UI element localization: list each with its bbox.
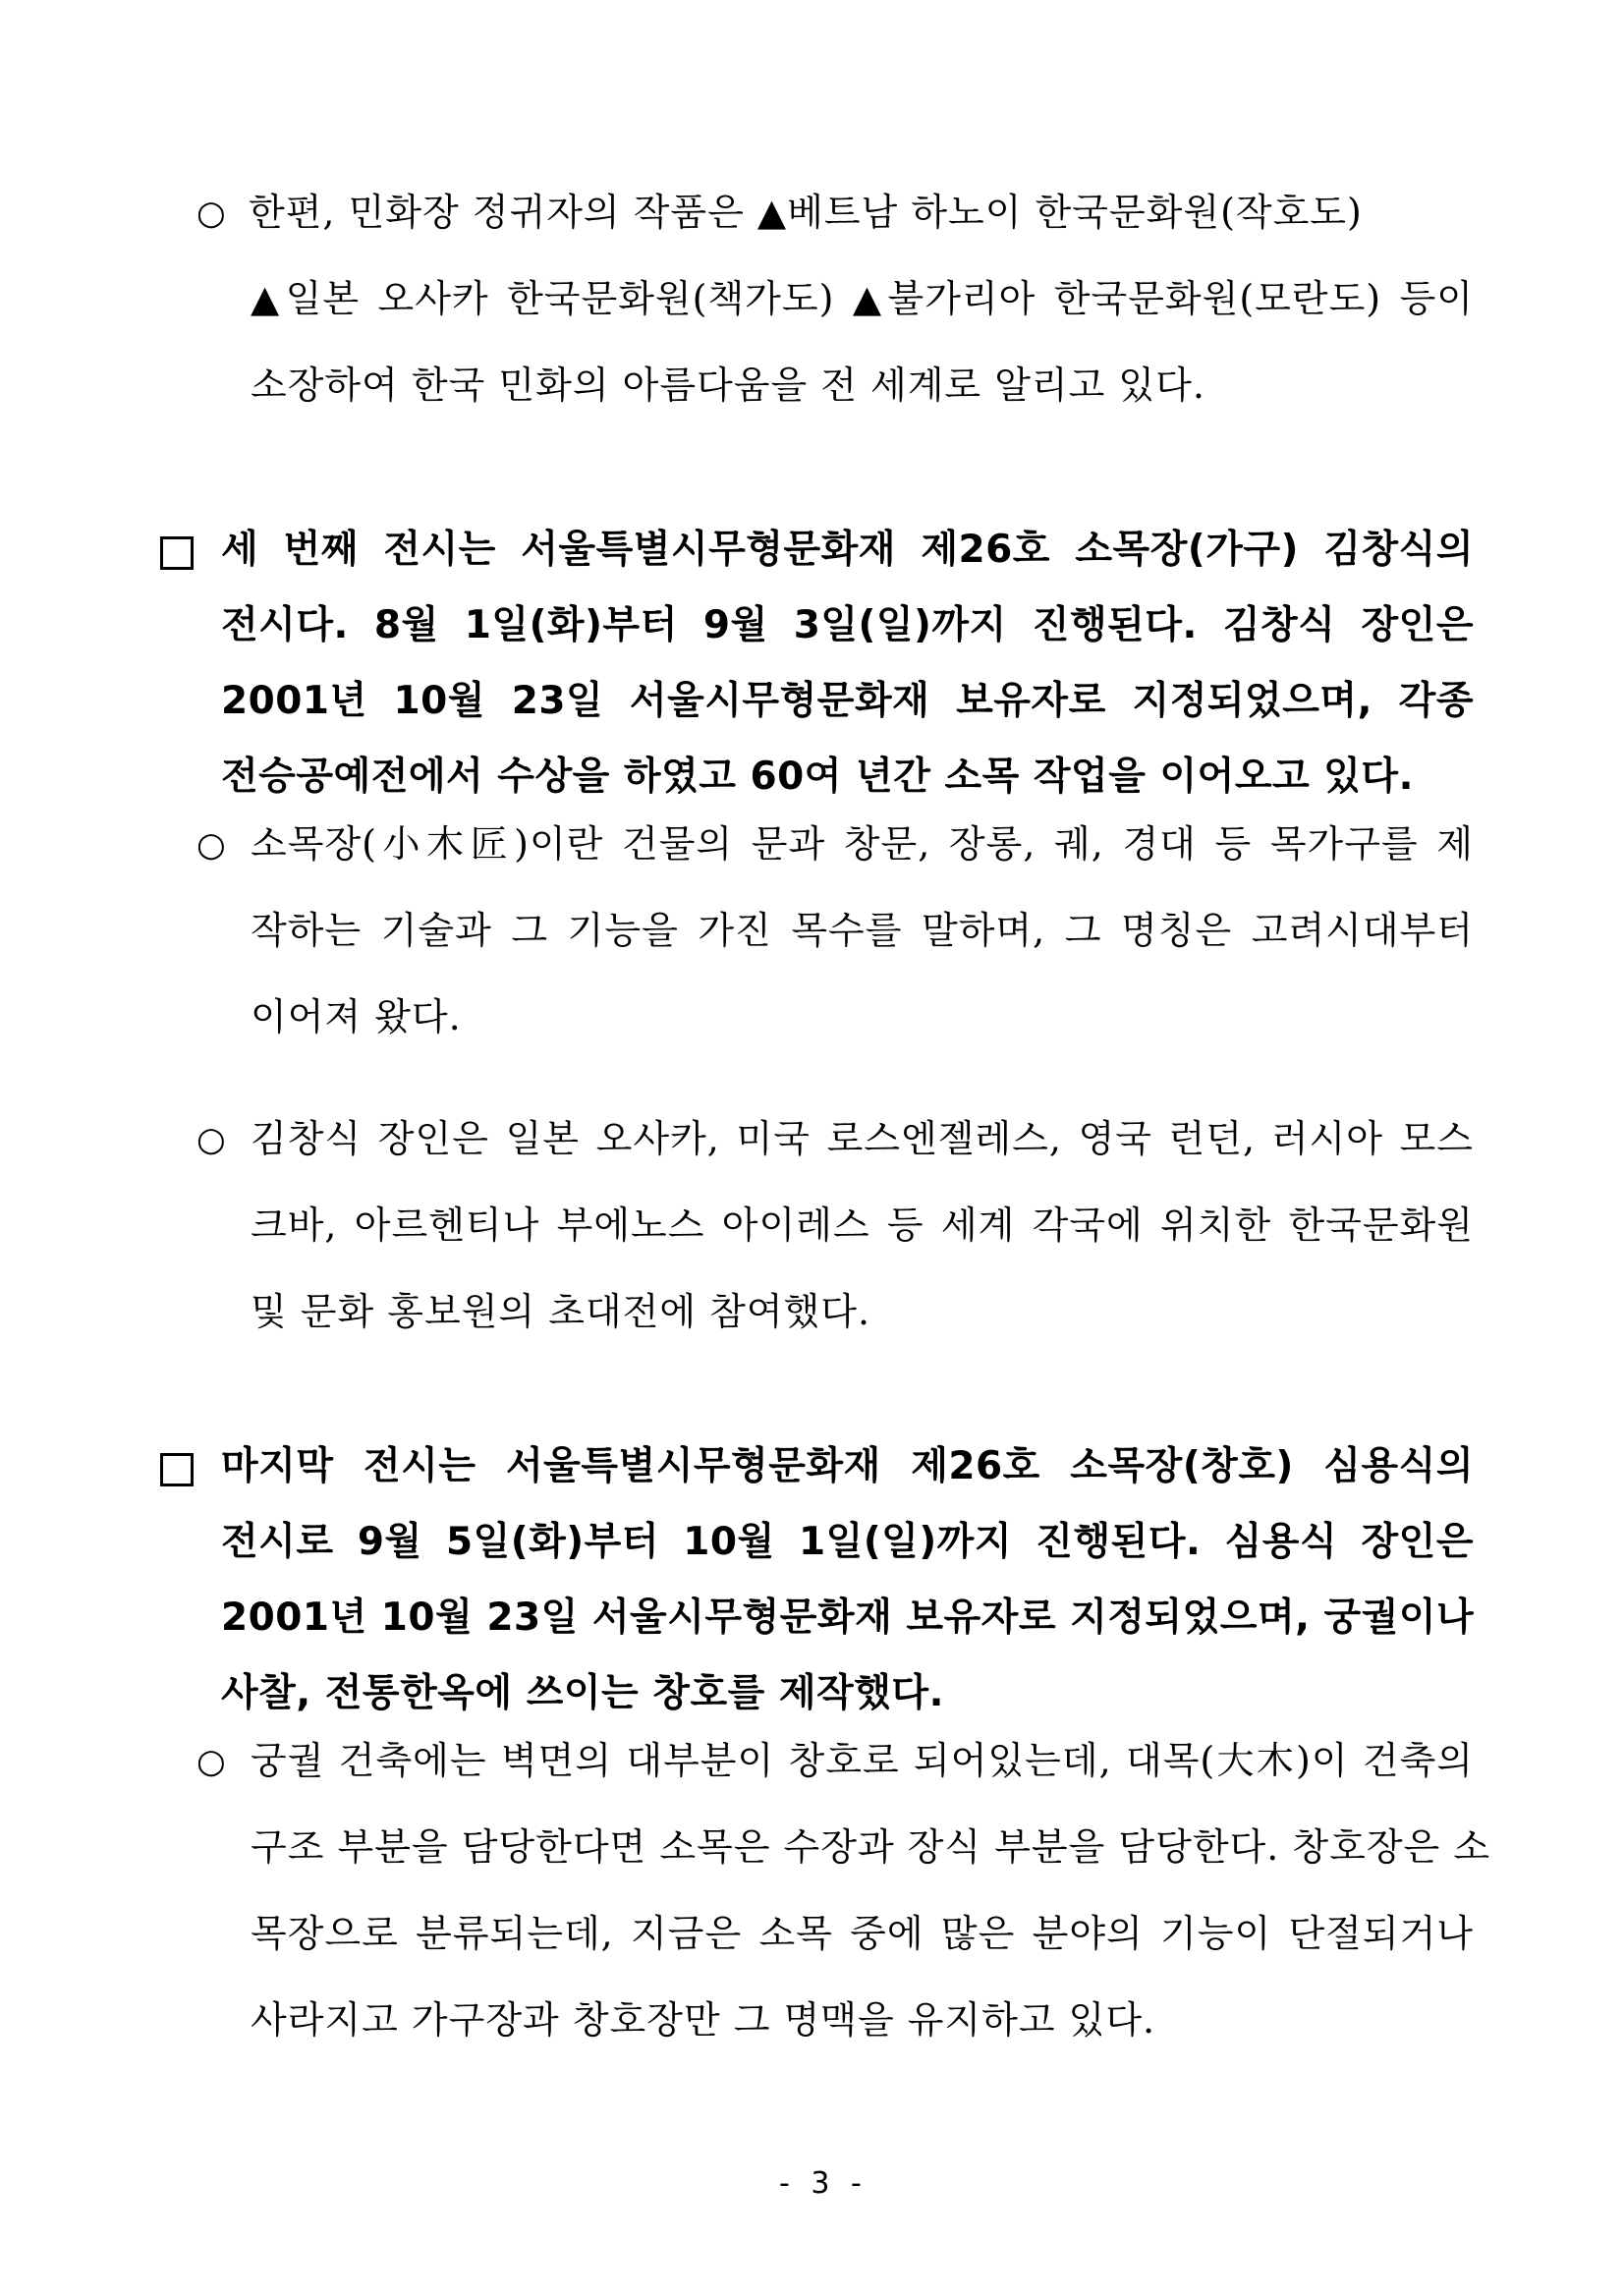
- paragraph-line: 전시로 9월 5일(화)부터 10월 1일(일)까지 진행된다. 심용식 장인은: [221, 1520, 1474, 1564]
- paragraph-line: 마지막 전시는 서울특별시무형문화재 제26호 소목장(창호) 심용식의: [221, 1444, 1474, 1488]
- paragraph-line: 전시다. 8월 1일(화)부터 9월 3일(일)까지 진행된다. 김창식 장인은: [221, 603, 1474, 647]
- paragraph-line: 한편, 민화장 정귀자의 작품은 ▲베트남 하노이 한국문화원(작호도): [249, 191, 1363, 234]
- circle-bullet-icon: ○: [196, 1120, 226, 1159]
- paragraph-line: 궁궐 건축에는 벽면의 대부분이 창호로 되어있는데, 대목(大木)이 건축의: [251, 1739, 1474, 1782]
- paragraph-line: 전승공예전에서 수상을 하였고 60여 년간 소목 작업을 이어오고 있다.: [221, 755, 1414, 799]
- circle-bullet-icon: ○: [196, 194, 226, 233]
- paragraph-line: 세 번째 전시는 서울특별시무형문화재 제26호 소목장(가구) 김창식의: [221, 528, 1474, 572]
- paragraph-line: 소장하여 한국 민화의 아름다움을 전 세계로 알리고 있다.: [251, 364, 1205, 407]
- paragraph-line: 소목장(小木匠)이란 건물의 문과 창문, 장롱, 궤, 경대 등 목가구를 제: [251, 822, 1474, 866]
- paragraph-line: 작하는 기술과 그 기능을 가진 목수를 말하며, 그 명칭은 고려시대부터: [251, 909, 1474, 952]
- paragraph-line: 크바, 아르헨티나 부에노스 아이레스 등 세계 각국에 위치한 한국문화원: [251, 1204, 1474, 1247]
- paragraph-line: 2001년 10월 23일 서울시무형문화재 보유자로 지정되었으며, 궁궐이나: [221, 1596, 1475, 1640]
- paragraph-line: 김창식 장인은 일본 오사카, 미국 로스엔젤레스, 영국 런던, 러시아 모스: [251, 1117, 1474, 1160]
- paragraph-line: 구조 부분을 담당한다면 소목은 수장과 장식 부분을 담당한다. 창호장은 소: [251, 1825, 1491, 1869]
- page-number: - 3 -: [779, 2166, 868, 2201]
- circle-bullet-icon: ○: [196, 1742, 226, 1781]
- paragraph-line: 목장으로 분류되는데, 지금은 소목 중에 많은 분야의 기능이 단절되거나: [251, 1912, 1474, 1955]
- paragraph-line: ▲일본 오사카 한국문화원(책가도) ▲불가리아 한국문화원(모란도) 등이: [251, 277, 1474, 320]
- paragraph-line: 2001년 10월 23일 서울시무형문화재 보유자로 지정되었으며, 각종: [221, 679, 1474, 723]
- square-bullet-icon: [160, 536, 194, 570]
- square-bullet-icon: [160, 1453, 194, 1486]
- paragraph-line: 이어져 왔다.: [251, 995, 462, 1038]
- paragraph-line: 사찰, 전통한옥에 쓰이는 창호를 제작했다.: [221, 1671, 944, 1715]
- circle-bullet-icon: ○: [196, 825, 226, 865]
- paragraph-line: 사라지고 가구장과 창호장만 그 명맥을 유지하고 있다.: [251, 1998, 1156, 2042]
- paragraph-line: 및 문화 홍보원의 초대전에 참여했다.: [251, 1290, 871, 1333]
